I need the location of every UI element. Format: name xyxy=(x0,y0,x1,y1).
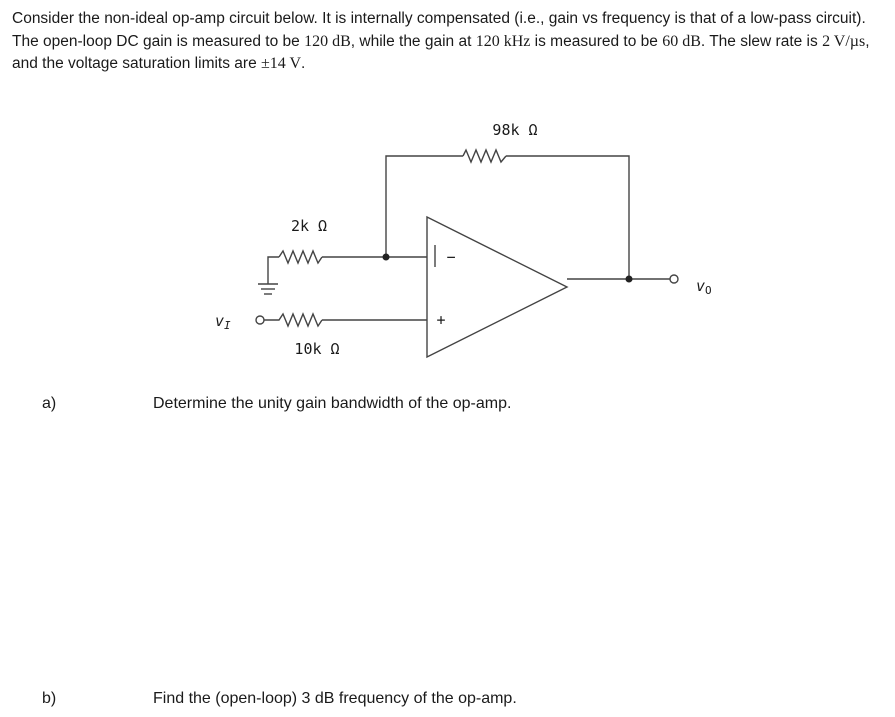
intro-text-6: . xyxy=(301,55,306,72)
ground-resistor xyxy=(279,251,322,263)
intro-text-1: Consider the non-ideal op-amp circuit below. It is internally compensated (i.e., gain vs frequency is that of a low-pass circuit). The open-loop DC gain is measured to be xyxy=(12,10,866,50)
question-b-letter: b) xyxy=(42,690,57,707)
output-terminal xyxy=(670,275,678,283)
input-resistor xyxy=(264,314,322,326)
dc-gain-value: 120 dB xyxy=(304,32,351,50)
question-a-text: Determine the unity gain bandwidth of the op-amp. xyxy=(153,395,512,412)
test-frequency-value: 120 kHz xyxy=(475,32,531,50)
junction-dot-inverting xyxy=(383,254,390,261)
question-a-letter: a) xyxy=(42,395,57,412)
output-voltage-label xyxy=(696,277,712,297)
slew-rate-value: 2 V/µs xyxy=(822,32,866,50)
ground-resistor-label: 2k Ω xyxy=(290,217,328,235)
feedback-resistor-label: 98k Ω xyxy=(492,121,538,139)
question-b-text: Find the (open-loop) 3 dB frequency of the op-amp. xyxy=(153,690,517,707)
input-voltage-symbol: v xyxy=(215,312,225,330)
output-voltage-subscript: O xyxy=(705,284,712,297)
input-voltage-subscript: I xyxy=(224,319,231,332)
intro-text-5: , and the voltage saturation limits are xyxy=(12,32,870,72)
feedback-wire-right xyxy=(506,156,629,279)
inverting-input-symbol: − xyxy=(446,248,456,266)
input-voltage-label xyxy=(215,312,231,332)
noninverting-input-symbol: + xyxy=(436,311,446,329)
gain-at-frequency-value: 60 dB xyxy=(662,32,701,50)
ground-lead xyxy=(268,257,279,284)
intro-text-2: , while the gain at xyxy=(350,32,476,50)
saturation-limit-value: ±14 V xyxy=(261,55,302,72)
intro-text-4: . The slew rate is xyxy=(700,32,823,50)
output-voltage-symbol: v xyxy=(696,277,706,295)
intro-text-3: is measured to be xyxy=(530,32,663,50)
input-terminal xyxy=(256,316,264,324)
op-amp-triangle xyxy=(427,217,567,357)
feedback-resistor xyxy=(463,150,506,162)
junction-dot-output xyxy=(626,276,633,283)
input-resistor-label: 10k Ω xyxy=(294,340,340,358)
